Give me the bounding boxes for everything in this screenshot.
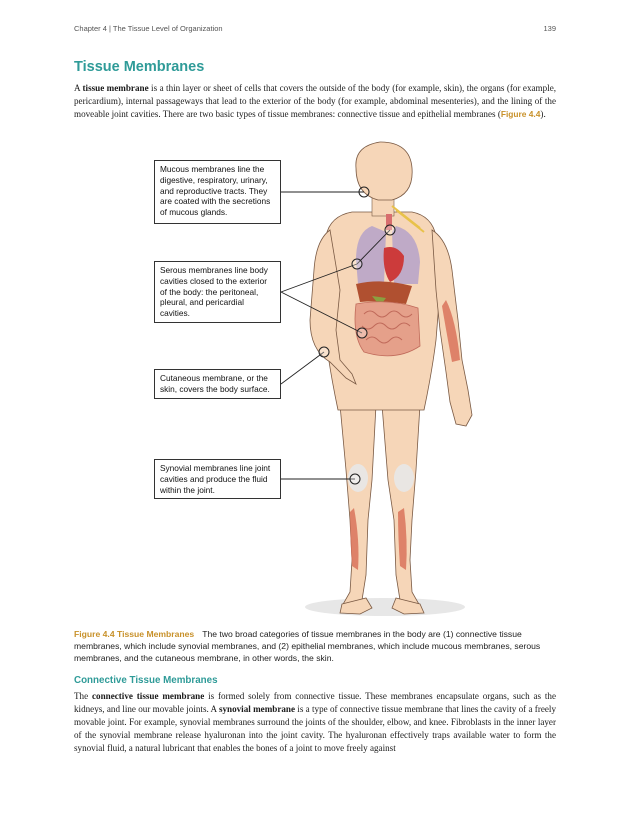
callout-serous-membranes: Serous membranes line body cavities closed to the exterior of the body: the peritoneal, pleural, and pericardial cavities. [154,261,281,323]
caption-text: The two broad categories of tissue membranes in the body are (1) connective tissue membranes, which include synovial membranes, and (2) epithelial membranes, which include mucous membranes, serous membranes, and the cutaneous membrane, in other words, the skin. [74,629,541,663]
page-number: 139 [543,24,556,33]
running-header: Chapter 4 | The Tissue Level of Organization [74,24,223,33]
callout-cutaneous-membrane: Cutaneous membrane, or the skin, covers the body surface. [154,369,281,399]
conn-text-2: is formed solely from connective tissue. These membranes encapsulate organs, such as the kidneys, and line our movable joints. A [74,691,556,715]
figure-caption [74,629,556,664]
forearm-muscle [442,300,460,362]
leader-serous-1 [281,264,357,292]
leader-cutaneous [281,352,324,384]
left-foot [340,598,372,614]
left-leg [340,405,376,612]
left-lung [356,226,386,284]
left-arm [310,230,356,384]
marker-cutaneous [319,347,329,357]
right-leg [382,405,420,612]
conn-text-1: The [74,691,92,701]
neck [372,190,394,216]
term-synovial-membrane: synovial membrane [218,704,295,715]
marker-mucous [359,187,369,197]
left-knee [348,464,368,492]
marker-pleural [352,259,362,269]
callout-mucous-membranes: Mucous membranes line the digestive, respiratory, urinary, and reproductive tracts. They are coated with the secretions of mucous glands. [154,160,281,224]
marker-synovial [350,474,360,484]
leader-serous-2 [281,292,362,333]
left-shin-muscle [350,508,359,570]
term-tissue-membrane: tissue membrane [82,83,149,93]
callout-synovial-membranes: Synovial membranes line joint cavities and produce the fluid within the joint. [154,459,281,499]
section-title: Tissue Membranes [74,59,205,75]
floor-shadow [305,598,465,616]
intestines [355,302,420,356]
right-foot [392,598,424,614]
connective-paragraph [74,690,556,755]
right-shin-muscle [398,508,407,570]
intro-text-3: ). [540,109,546,120]
right-arm [432,230,472,426]
marker-peritoneal [357,328,367,338]
intro-paragraph [74,82,556,121]
liver [356,281,412,304]
gall-bladder [372,296,386,306]
intestine-coils [362,311,412,343]
trachea [386,214,392,230]
subsection-title: Connective Tissue Membranes [74,675,218,686]
figure-link[interactable]: Figure 4.4 [500,109,541,120]
term-connective-tissue-membrane: connective tissue membrane [92,691,205,701]
marker-pericardial [385,225,395,235]
head [356,142,412,200]
right-knee [394,464,414,492]
conn-text-3: is a type of connective tissue membrane that lines the cavity of a freely movable joint. For example, synovial membranes surround the joints of the shoulder, elbow, and knee. Fibroblasts in the inner layer of the synovial membrane release hyaluronan into the joint cavity. The hyaluronan effectively traps available water to form the synovial fluid, a natural lubricant that enables the bones of a joint to move freely against [74,704,556,754]
caption-label: Figure 4.4 Tissue Membranes [74,629,195,639]
intro-text-1: A [74,83,83,93]
intro-text-2: is a thin layer or sheet of cells that covers the outside of the body (for example, skin), the organs (for example, pericardium), internal passageways that lead to the exterior of the body (for example, abdominal mesenteries), and the lining of the moveable joint cavities. There are two basic types of tissue membranes: connective tissue and epithelial membranes ( [74,83,557,120]
shoulder-nerves [392,206,424,232]
heart [384,247,404,282]
right-lung [392,226,420,284]
leader-serous-3 [357,230,390,264]
torso [322,212,440,410]
